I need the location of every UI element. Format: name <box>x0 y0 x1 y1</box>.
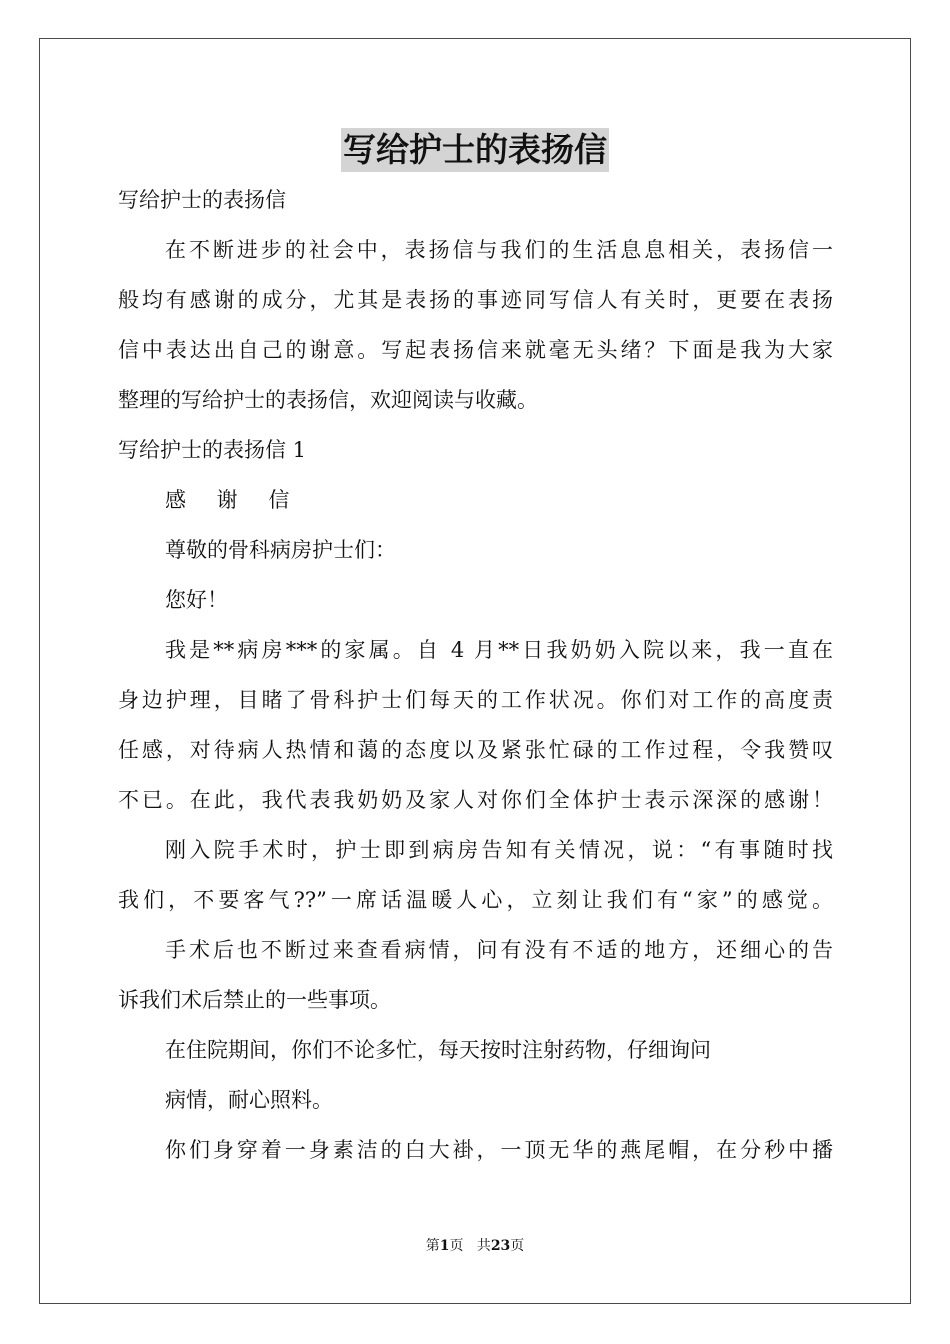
paragraph-line: 任感，对待病人热情和蔼的态度以及紧张忙碌的工作过程，令我赞叹 <box>118 738 833 762</box>
greeting: 您好！ <box>165 588 228 612</box>
paragraph-line: 在住院期间，你们不论多忙，每天按时注射药物，仔细询问 <box>165 1038 711 1062</box>
footer-total-suffix: 页 <box>510 1238 525 1254</box>
footer-total-prefix: 共 <box>476 1238 491 1254</box>
paragraph-line: 信中表达出自己的谢意。写起表扬信来就毫无头绪？下面是我为大家 <box>118 338 833 362</box>
footer-page-suffix: 页 <box>449 1238 464 1254</box>
footer-total-pages: 23 <box>490 1238 511 1254</box>
paragraph-line: 整理的写给护士的表扬信，欢迎阅读与收藏。 <box>118 388 538 412</box>
paragraph-line: 我是**病房***的家属。自 4 月**日我奶奶入院以来，我一直在 <box>165 638 833 662</box>
footer-page-number: 1 <box>439 1238 450 1254</box>
page-footer <box>0 1236 950 1256</box>
section-heading: 写给护士的表扬信 1 <box>118 438 307 462</box>
document-title-text: 写给护士的表扬信 <box>341 128 609 172</box>
paragraph-line: 在不断进步的社会中，表扬信与我们的生活息息相关，表扬信一 <box>165 238 833 262</box>
salutation: 尊敬的骨科病房护士们： <box>165 538 396 562</box>
paragraph-line: 刚入院手术时，护士即到病房告知有关情况，说：“有事随时找 <box>165 838 833 862</box>
paragraph-line: 不已。在此，我代表我奶奶及家人对你们全体护士表示深深的感谢！ <box>118 788 833 812</box>
paragraph-line: 身边护理，目睹了骨科护士们每天的工作状况。你们对工作的高度责 <box>118 688 833 712</box>
letter-heading: 感 谢 信 <box>165 488 302 512</box>
paragraph-line: 你们身穿着一身素洁的白大褂，一顶无华的燕尾帽，在分秒中播 <box>165 1138 833 1162</box>
paragraph-line: 手术后也不断过来查看病情，问有没有不适的地方，还细心的告 <box>165 938 833 962</box>
subtitle-line: 写给护士的表扬信 <box>118 188 286 212</box>
paragraph-line: 病情，耐心照料。 <box>165 1088 333 1112</box>
paragraph-line: 我们，不要客气??”一席话温暖人心，立刻让我们有“家”的感觉。 <box>118 888 833 912</box>
document-title <box>0 128 950 172</box>
footer-page-prefix: 第 <box>425 1238 440 1254</box>
paragraph-line: 般均有感谢的成分，尤其是表扬的事迹同写信人有关时，更要在表扬 <box>118 288 833 312</box>
paragraph-line: 诉我们术后禁止的一些事项。 <box>118 988 391 1012</box>
